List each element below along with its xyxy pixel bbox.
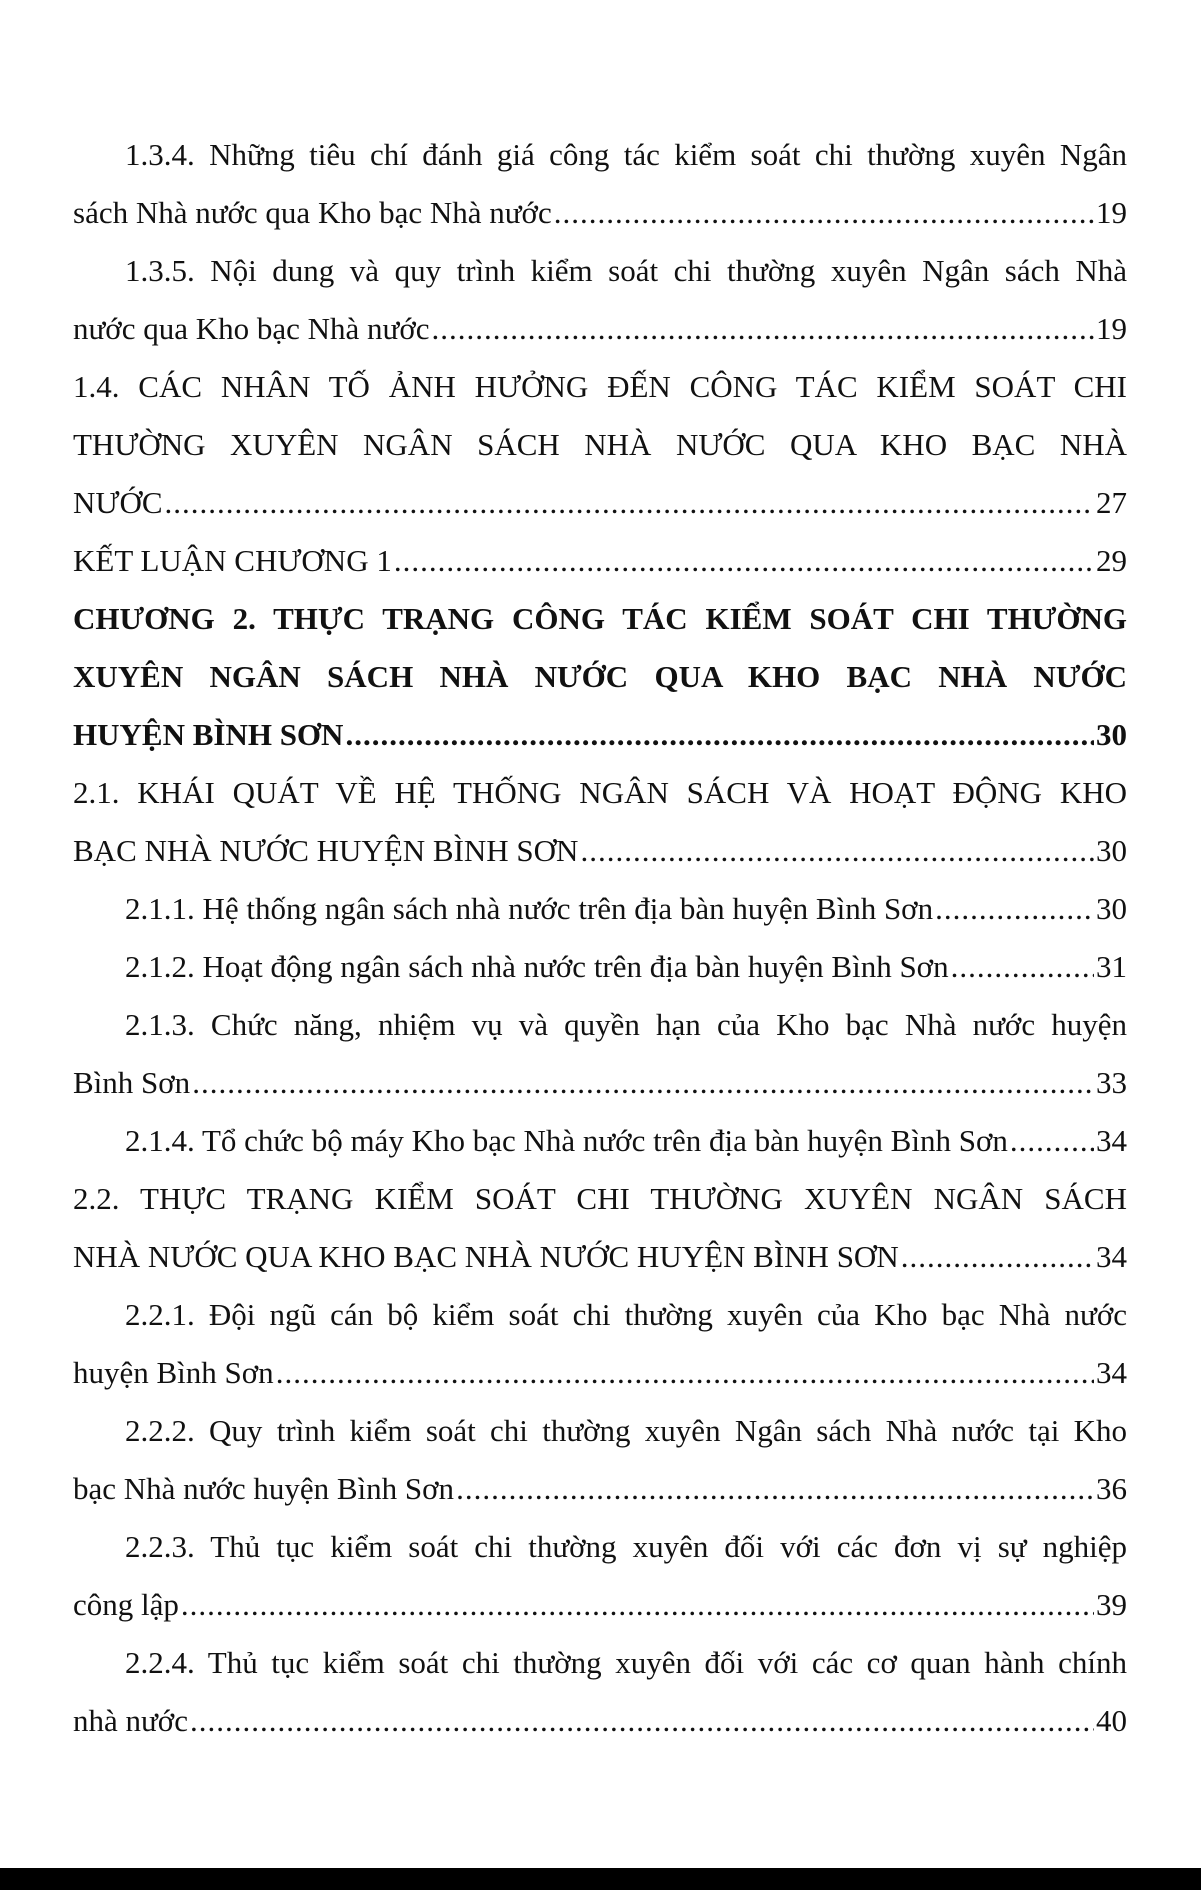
toc-entry-text: 1.3.5. Nội dung và quy trình kiểm soát chi thường xuyên Ngân sách Nhà bbox=[125, 253, 1127, 288]
toc-entry-text: 2.1. KHÁI QUÁT VỀ HỆ THỐNG NGÂN SÁCH VÀ HOẠT ĐỘNG KHO bbox=[73, 775, 1127, 810]
toc-entry-text: công lập bbox=[73, 1587, 179, 1622]
page-number: 30 bbox=[1096, 891, 1127, 926]
dot-leader bbox=[431, 300, 1094, 358]
toc-entry-text: HUYỆN BÌNH SƠN bbox=[73, 717, 344, 752]
dot-leader bbox=[181, 1576, 1094, 1634]
toc-entry-last-line bbox=[73, 938, 1127, 996]
toc-entry-last-line bbox=[73, 474, 1127, 532]
toc-entry[interactable] bbox=[73, 358, 1127, 532]
dot-leader bbox=[951, 938, 1094, 996]
toc-entry-text: THƯỜNG XUYÊN NGÂN SÁCH NHÀ NƯỚC QUA KHO BẠC NHÀ bbox=[73, 427, 1127, 462]
toc-entry-text: 2.1.3. Chức năng, nhiệm vụ và quyền hạn của Kho bạc Nhà nước huyện bbox=[125, 1007, 1127, 1042]
toc-entry-text: nước qua Kho bạc Nhà nước bbox=[73, 311, 430, 346]
toc-entry[interactable] bbox=[73, 1170, 1127, 1286]
toc-entry-text: NHÀ NƯỚC QUA KHO BẠC NHÀ NƯỚC HUYỆN BÌNH SƠN bbox=[73, 1239, 899, 1274]
toc-entry[interactable] bbox=[73, 1634, 1127, 1750]
dot-leader bbox=[276, 1344, 1094, 1402]
page-number: 34 bbox=[1096, 1239, 1127, 1274]
page-number: 29 bbox=[1096, 543, 1127, 578]
toc-entry-last-line bbox=[73, 1228, 1127, 1286]
toc-entry-text: 2.2.2. Quy trình kiểm soát chi thường xuyên Ngân sách Nhà nước tại Kho bbox=[125, 1413, 1127, 1448]
toc-entry-last-line bbox=[73, 184, 1127, 242]
toc-entry[interactable] bbox=[73, 880, 1127, 938]
toc-entry-last-line bbox=[73, 880, 1127, 938]
dot-leader bbox=[345, 706, 1094, 764]
toc-entry-text: KẾT LUẬN CHƯƠNG 1 bbox=[73, 543, 392, 578]
toc-entry-text: XUYÊN NGÂN SÁCH NHÀ NƯỚC QUA KHO BẠC NHÀ NƯỚC bbox=[73, 659, 1127, 694]
toc-entry[interactable] bbox=[73, 1112, 1127, 1170]
toc-entry-text: 1.4. CÁC NHÂN TỐ ẢNH HƯỞNG ĐẾN CÔNG TÁC KIỂM SOÁT CHI bbox=[73, 369, 1127, 404]
page-number: 33 bbox=[1096, 1065, 1127, 1100]
dot-leader bbox=[1010, 1112, 1094, 1170]
toc-entry-text: 2.2. THỰC TRẠNG KIỂM SOÁT CHI THƯỜNG XUYÊN NGÂN SÁCH bbox=[73, 1181, 1127, 1216]
dot-leader bbox=[554, 184, 1094, 242]
toc-entry[interactable] bbox=[73, 1402, 1127, 1518]
toc-entry-last-line bbox=[73, 1054, 1127, 1112]
toc-entry-text: CHƯƠNG 2. THỰC TRẠNG CÔNG TÁC KIỂM SOÁT CHI THƯỜNG bbox=[73, 601, 1127, 636]
toc-entry-text: 1.3.4. Những tiêu chí đánh giá công tác kiểm soát chi thường xuyên Ngân bbox=[125, 137, 1127, 172]
dot-leader bbox=[580, 822, 1094, 880]
toc-entry[interactable] bbox=[73, 242, 1127, 358]
dot-leader bbox=[190, 1692, 1094, 1750]
toc-entry-text: Bình Sơn bbox=[73, 1065, 191, 1100]
toc-entry-last-line bbox=[73, 1460, 1127, 1518]
bottom-border bbox=[0, 1868, 1201, 1890]
page-number: 31 bbox=[1096, 949, 1127, 984]
toc-entry-text: 2.1.2. Hoạt động ngân sách nhà nước trên địa bàn huyện Bình Sơn bbox=[125, 949, 949, 984]
dot-leader bbox=[901, 1228, 1094, 1286]
toc-entry-text: NƯỚC bbox=[73, 485, 163, 520]
toc-entry-text: 2.2.3. Thủ tục kiểm soát chi thường xuyên đối với các đơn vị sự nghiệp bbox=[125, 1529, 1127, 1564]
page-number: 34 bbox=[1096, 1123, 1127, 1158]
page-number: 40 bbox=[1096, 1703, 1127, 1738]
page-number: 19 bbox=[1096, 311, 1127, 346]
toc-entry-last-line bbox=[73, 532, 1127, 590]
toc-entry[interactable] bbox=[73, 126, 1127, 242]
toc-entry-text: sách Nhà nước qua Kho bạc Nhà nước bbox=[73, 195, 552, 230]
toc-entry-text: 2.2.4. Thủ tục kiểm soát chi thường xuyên đối với các cơ quan hành chính bbox=[125, 1645, 1127, 1680]
dot-leader bbox=[456, 1460, 1094, 1518]
dot-leader bbox=[935, 880, 1094, 938]
page-number: 19 bbox=[1096, 195, 1127, 230]
toc-entry[interactable] bbox=[73, 938, 1127, 996]
dot-leader bbox=[394, 532, 1094, 590]
toc-entry-last-line bbox=[73, 1576, 1127, 1634]
toc-entry[interactable] bbox=[73, 1518, 1127, 1634]
table-of-contents bbox=[73, 126, 1127, 1750]
page-number: 34 bbox=[1096, 1355, 1127, 1390]
page-number: 36 bbox=[1096, 1471, 1127, 1506]
toc-entry[interactable] bbox=[73, 764, 1127, 880]
toc-entry-last-line bbox=[73, 1692, 1127, 1750]
toc-entry-text: BẠC NHÀ NƯỚC HUYỆN BÌNH SƠN bbox=[73, 833, 579, 868]
page-number: 39 bbox=[1096, 1587, 1127, 1622]
toc-entry[interactable] bbox=[73, 532, 1127, 590]
toc-entry-last-line bbox=[73, 1344, 1127, 1402]
page-number: 27 bbox=[1096, 485, 1127, 520]
page-number: 30 bbox=[1096, 833, 1127, 868]
toc-entry-last-line bbox=[73, 300, 1127, 358]
page-number: 30 bbox=[1096, 717, 1127, 752]
dot-leader bbox=[165, 474, 1094, 532]
toc-entry-text: bạc Nhà nước huyện Bình Sơn bbox=[73, 1471, 455, 1506]
toc-entry-text: 2.1.4. Tổ chức bộ máy Kho bạc Nhà nước trên địa bàn huyện Bình Sơn bbox=[125, 1123, 1008, 1158]
dot-leader bbox=[192, 1054, 1094, 1112]
toc-entry[interactable] bbox=[73, 996, 1127, 1112]
toc-entry-text: 2.2.1. Đội ngũ cán bộ kiểm soát chi thường xuyên của Kho bạc Nhà nước bbox=[125, 1297, 1127, 1332]
toc-entry-last-line bbox=[73, 1112, 1127, 1170]
toc-entry-text: 2.1.1. Hệ thống ngân sách nhà nước trên địa bàn huyện Bình Sơn bbox=[125, 891, 934, 926]
toc-entry-last-line bbox=[73, 822, 1127, 880]
toc-entry-text: nhà nước bbox=[73, 1703, 188, 1738]
toc-entry[interactable] bbox=[73, 590, 1127, 764]
toc-entry[interactable] bbox=[73, 1286, 1127, 1402]
toc-entry-last-line bbox=[73, 706, 1127, 764]
toc-entry-text: huyện Bình Sơn bbox=[73, 1355, 274, 1390]
